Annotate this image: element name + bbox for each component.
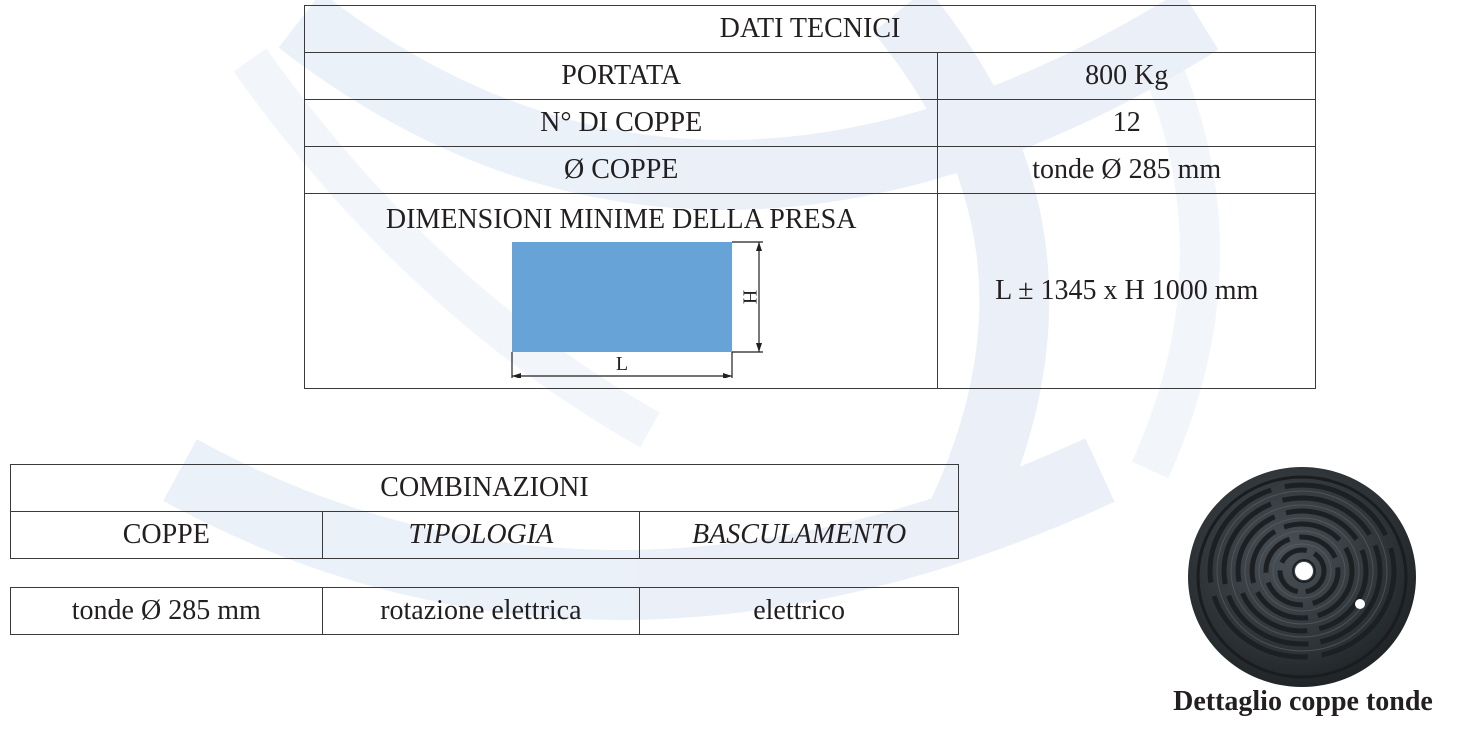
dimensions-diagram <box>505 238 775 378</box>
row-value: tonde Ø 285 mm <box>938 147 1316 194</box>
table-header-row <box>11 512 959 559</box>
tech-table-title: DATI TECNICI <box>305 6 1316 53</box>
row-label: Ø COPPE <box>305 147 938 194</box>
table-spacer <box>11 559 959 588</box>
dimensions-label: DIMENSIONI MINIME DELLA PRESA <box>385 204 857 235</box>
height-letter: H <box>738 289 761 305</box>
width-letter: L <box>615 353 629 375</box>
table-row <box>11 588 959 635</box>
row-label: N° DI COPPE <box>305 100 938 147</box>
table-cell: rotazione elettrica <box>322 588 640 635</box>
column-header: BASCULAMENTO <box>640 512 959 559</box>
tech-data-table <box>304 5 1316 389</box>
table-row <box>305 53 1316 100</box>
table-cell: tonde Ø 285 mm <box>11 588 323 635</box>
table-row <box>305 100 1316 147</box>
column-header: TIPOLOGIA <box>322 512 640 559</box>
combinations-table <box>10 464 959 635</box>
dimensions-value: L ± 1345 x H 1000 mm <box>938 194 1316 389</box>
table-row <box>305 147 1316 194</box>
row-value: 800 Kg <box>938 53 1316 100</box>
suction-cup-image <box>1186 466 1418 688</box>
row-value: 12 <box>938 100 1316 147</box>
table-row <box>305 194 1316 389</box>
combo-table-title: COMBINAZIONI <box>11 465 959 512</box>
cup-caption: Dettaglio coppe tonde <box>1173 686 1433 717</box>
table-cell: elettrico <box>640 588 959 635</box>
row-label: PORTATA <box>305 53 938 100</box>
dimensions-cell <box>305 194 938 389</box>
column-header: COPPE <box>11 512 323 559</box>
grip-area-rectangle <box>512 242 732 352</box>
